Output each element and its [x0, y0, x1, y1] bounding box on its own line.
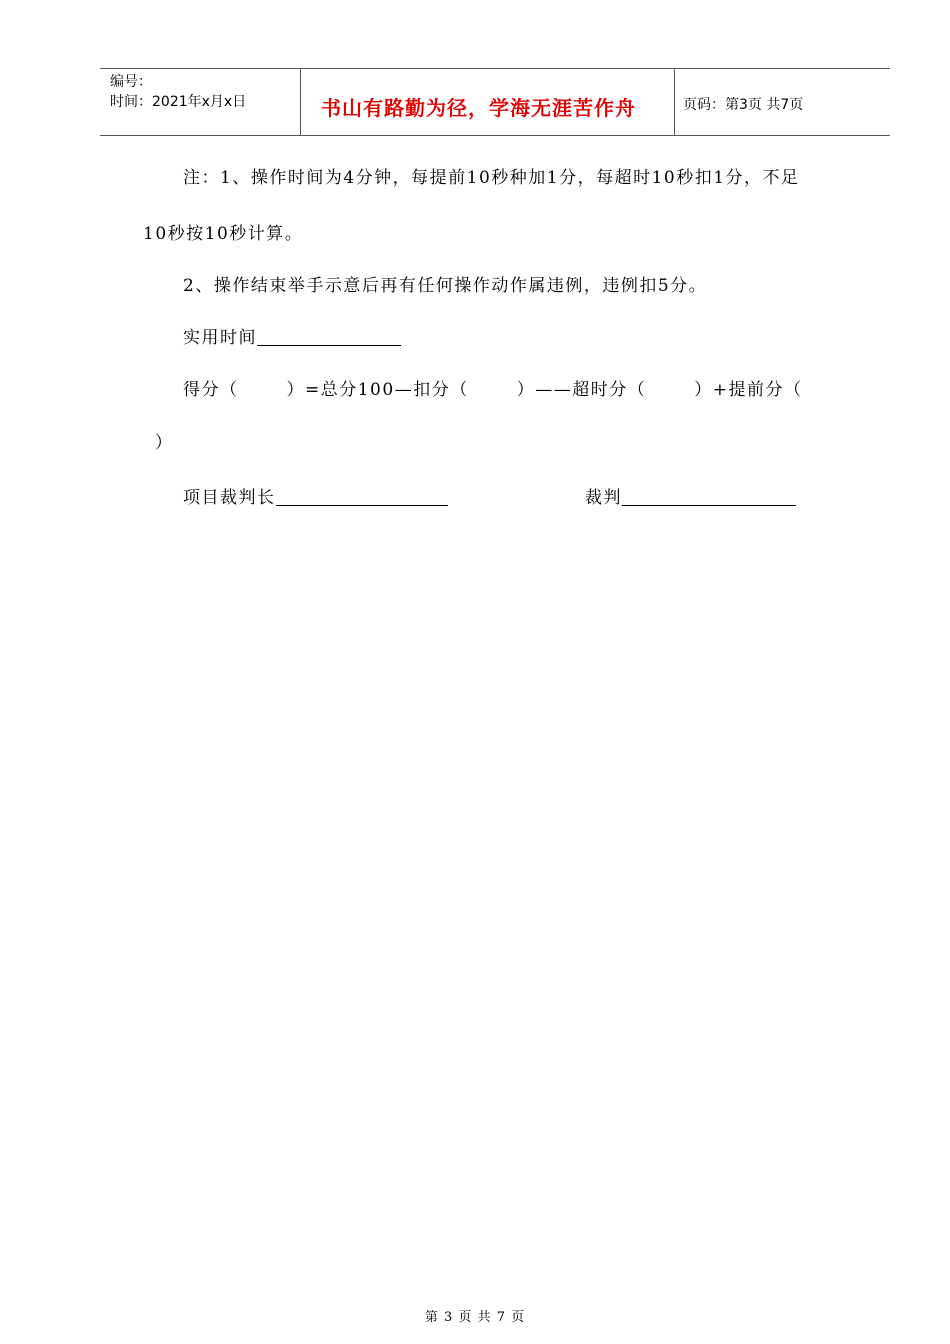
- score-part-1: 得分（: [183, 380, 239, 400]
- note-line-1: 注：1、操作时间为4分钟，每提前10秒种加1分，每超时10秒扣1分，不足: [183, 168, 800, 188]
- header-page-info: 页码：第3页 共7页: [683, 97, 804, 113]
- header-middle-cell: [301, 69, 675, 135]
- score-part-4: ）+提前分（: [694, 380, 803, 400]
- actual-time-blank[interactable]: [257, 344, 401, 346]
- note-line-2: 10秒按10秒计算。: [143, 224, 304, 244]
- note-item-2: 2、操作结束举手示意后再有任何操作动作属违例，违例扣5分。: [183, 276, 708, 296]
- chief-judge-blank[interactable]: [276, 504, 448, 506]
- header-motto: 书山有路勤为径，学海无涯苦作舟: [321, 96, 636, 120]
- serial-number-label: 编号：: [110, 74, 152, 90]
- score-close-paren: ）: [155, 433, 174, 453]
- page-footer: 第 3 页 共 7 页: [424, 1310, 526, 1325]
- judge-label: 裁判: [585, 488, 622, 508]
- actual-time-row: [183, 323, 401, 348]
- score-row: [183, 375, 802, 400]
- header-right-cell: [675, 69, 890, 135]
- page-header: [100, 68, 890, 136]
- judge-blank[interactable]: [622, 504, 796, 506]
- score-part-2: ）=总分100—扣分（: [286, 380, 469, 400]
- score-part-3: ）——超时分（: [516, 380, 647, 400]
- chief-judge-label: 项目裁判长: [183, 488, 276, 508]
- actual-time-label: 实用时间: [183, 328, 257, 348]
- time-label: 时间：2021年x月x日: [110, 94, 247, 110]
- header-left-cell: [100, 69, 301, 135]
- chief-judge-row: [183, 483, 448, 508]
- judge-row: [585, 483, 796, 508]
